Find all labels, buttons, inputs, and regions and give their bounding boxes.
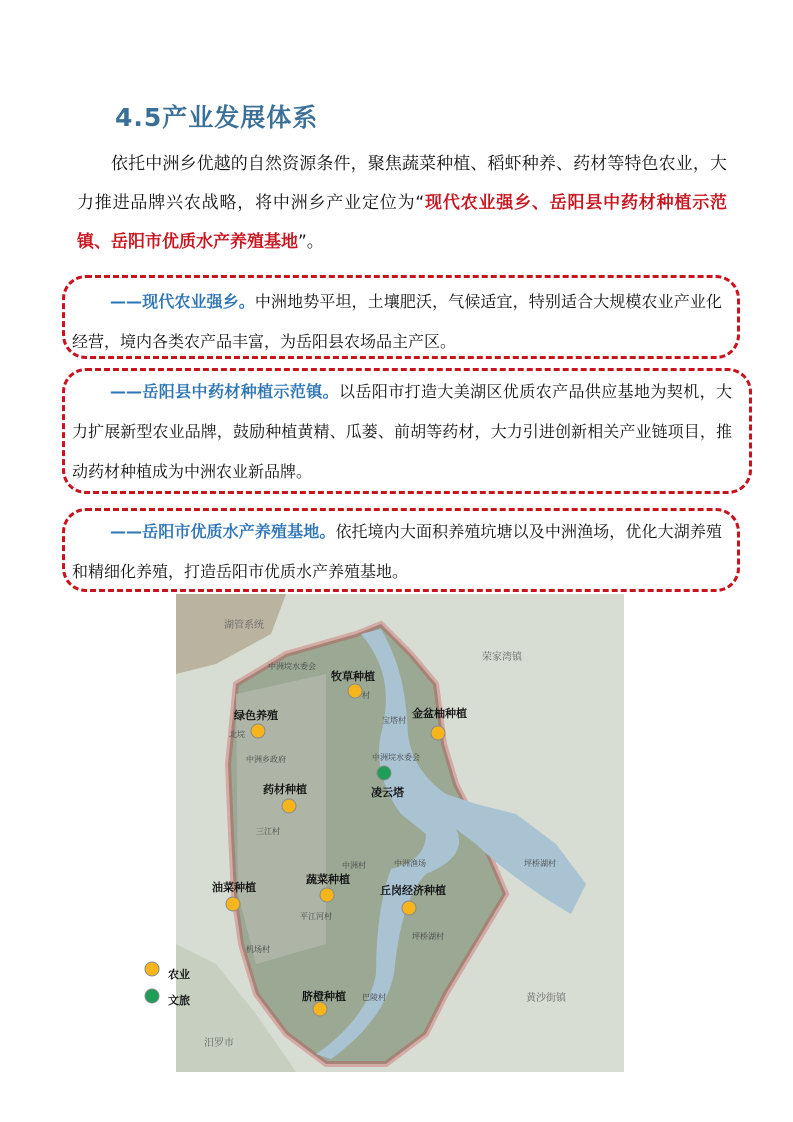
place-name: 中洲乡政府	[246, 755, 286, 764]
industry-map	[168, 594, 624, 1072]
marker-label: 蔬菜种植	[306, 873, 350, 886]
place-name: 中洲渔场	[394, 859, 426, 868]
marker-label: 牧草种植	[331, 670, 375, 683]
place-name: 北垸	[229, 730, 245, 739]
place-name: 中洲垸水委会	[268, 662, 316, 671]
place-name: 坪桥湖村	[524, 859, 556, 868]
agri-point	[251, 724, 265, 738]
item-text: 依托境内大面积养殖坑塘以及中洲渔场，优化大湖养殖和精细化养殖，打造岳阳市优质水产养殖基地。	[72, 522, 722, 581]
place-name: 中洲垸水委会	[372, 753, 420, 762]
marker-label: 金盆柚种植	[412, 707, 467, 720]
intro-paragraph	[77, 145, 727, 262]
section-title: 4.5产业发展体系	[115, 103, 319, 132]
item-title: ——现代农业强乡。	[110, 292, 255, 311]
place-name: 村	[362, 691, 370, 700]
marker-label: 丘岗经济种植	[380, 884, 446, 897]
intro-text-2: ”。	[298, 232, 324, 252]
agri-point	[226, 897, 240, 911]
place-name: 机场村	[246, 945, 270, 954]
place-name: 荣家湾镇	[482, 652, 522, 663]
place-name: 宝塔村	[382, 716, 406, 725]
place-name: 湖管系统	[224, 620, 264, 631]
legend-culture-swatch	[145, 989, 159, 1003]
item-title: ——岳阳县中药材种植示范镇。	[110, 382, 340, 401]
item-text: 中洲地势平坦，土壤肥沃，气候适宜，特别适合大规模农业产业化经营，境内各类农产品丰富，为岳阳县农场品主产区。	[72, 292, 722, 351]
place-name: 平江河村	[300, 912, 332, 921]
marker-label: 绿色养殖	[234, 709, 278, 722]
agri-point	[431, 726, 445, 740]
item-aquaculture-base	[72, 512, 722, 592]
legend-label: 农业	[168, 968, 190, 981]
item-title: ——岳阳市优质水产养殖基地。	[110, 522, 336, 541]
agri-point	[320, 888, 334, 902]
place-name: 坪桥湖村	[412, 932, 444, 941]
place-name: 三江村	[256, 827, 280, 836]
agri-point	[282, 799, 296, 813]
agri-point	[313, 1002, 327, 1016]
marker-label: 药材种植	[263, 783, 307, 796]
place-name: 黄沙街镇	[526, 993, 566, 1004]
item-text: 以岳阳市打造大美湖区优质农产品供应基地为契机，大力扩展新型农业品牌，鼓励种植黄精、瓜蒌、前胡等药材，大力引进创新相关产业链项目，推动药材种植成为中洲农业新品牌。	[72, 382, 732, 481]
item-agri-strong-town	[72, 282, 722, 362]
marker-label: 脐橙种植	[302, 990, 346, 1003]
agri-point	[348, 684, 362, 698]
legend-label: 文旅	[168, 994, 190, 1007]
place-name: 汨罗市	[204, 1038, 234, 1049]
item-herb-demo-town	[72, 372, 732, 492]
intro-text-1: 依托中洲乡优越的自然资源条件，聚焦蔬菜种植、稻虾种养、药材等特色农业，大力推进品牌兴农战略，将中洲乡产业定位为“	[77, 154, 727, 213]
agri-point	[402, 901, 416, 915]
place-name: 巴陵村	[362, 993, 386, 1002]
culture-point	[377, 766, 391, 780]
legend-agri-swatch	[145, 962, 159, 976]
place-name: 中洲村	[342, 861, 366, 870]
intro-highlight: 现代农业强乡、岳阳县中药材种植示范镇、岳阳市优质水产养殖基地	[77, 193, 728, 252]
marker-label: 凌云塔	[371, 786, 404, 799]
marker-label: 油菜种植	[212, 881, 256, 894]
